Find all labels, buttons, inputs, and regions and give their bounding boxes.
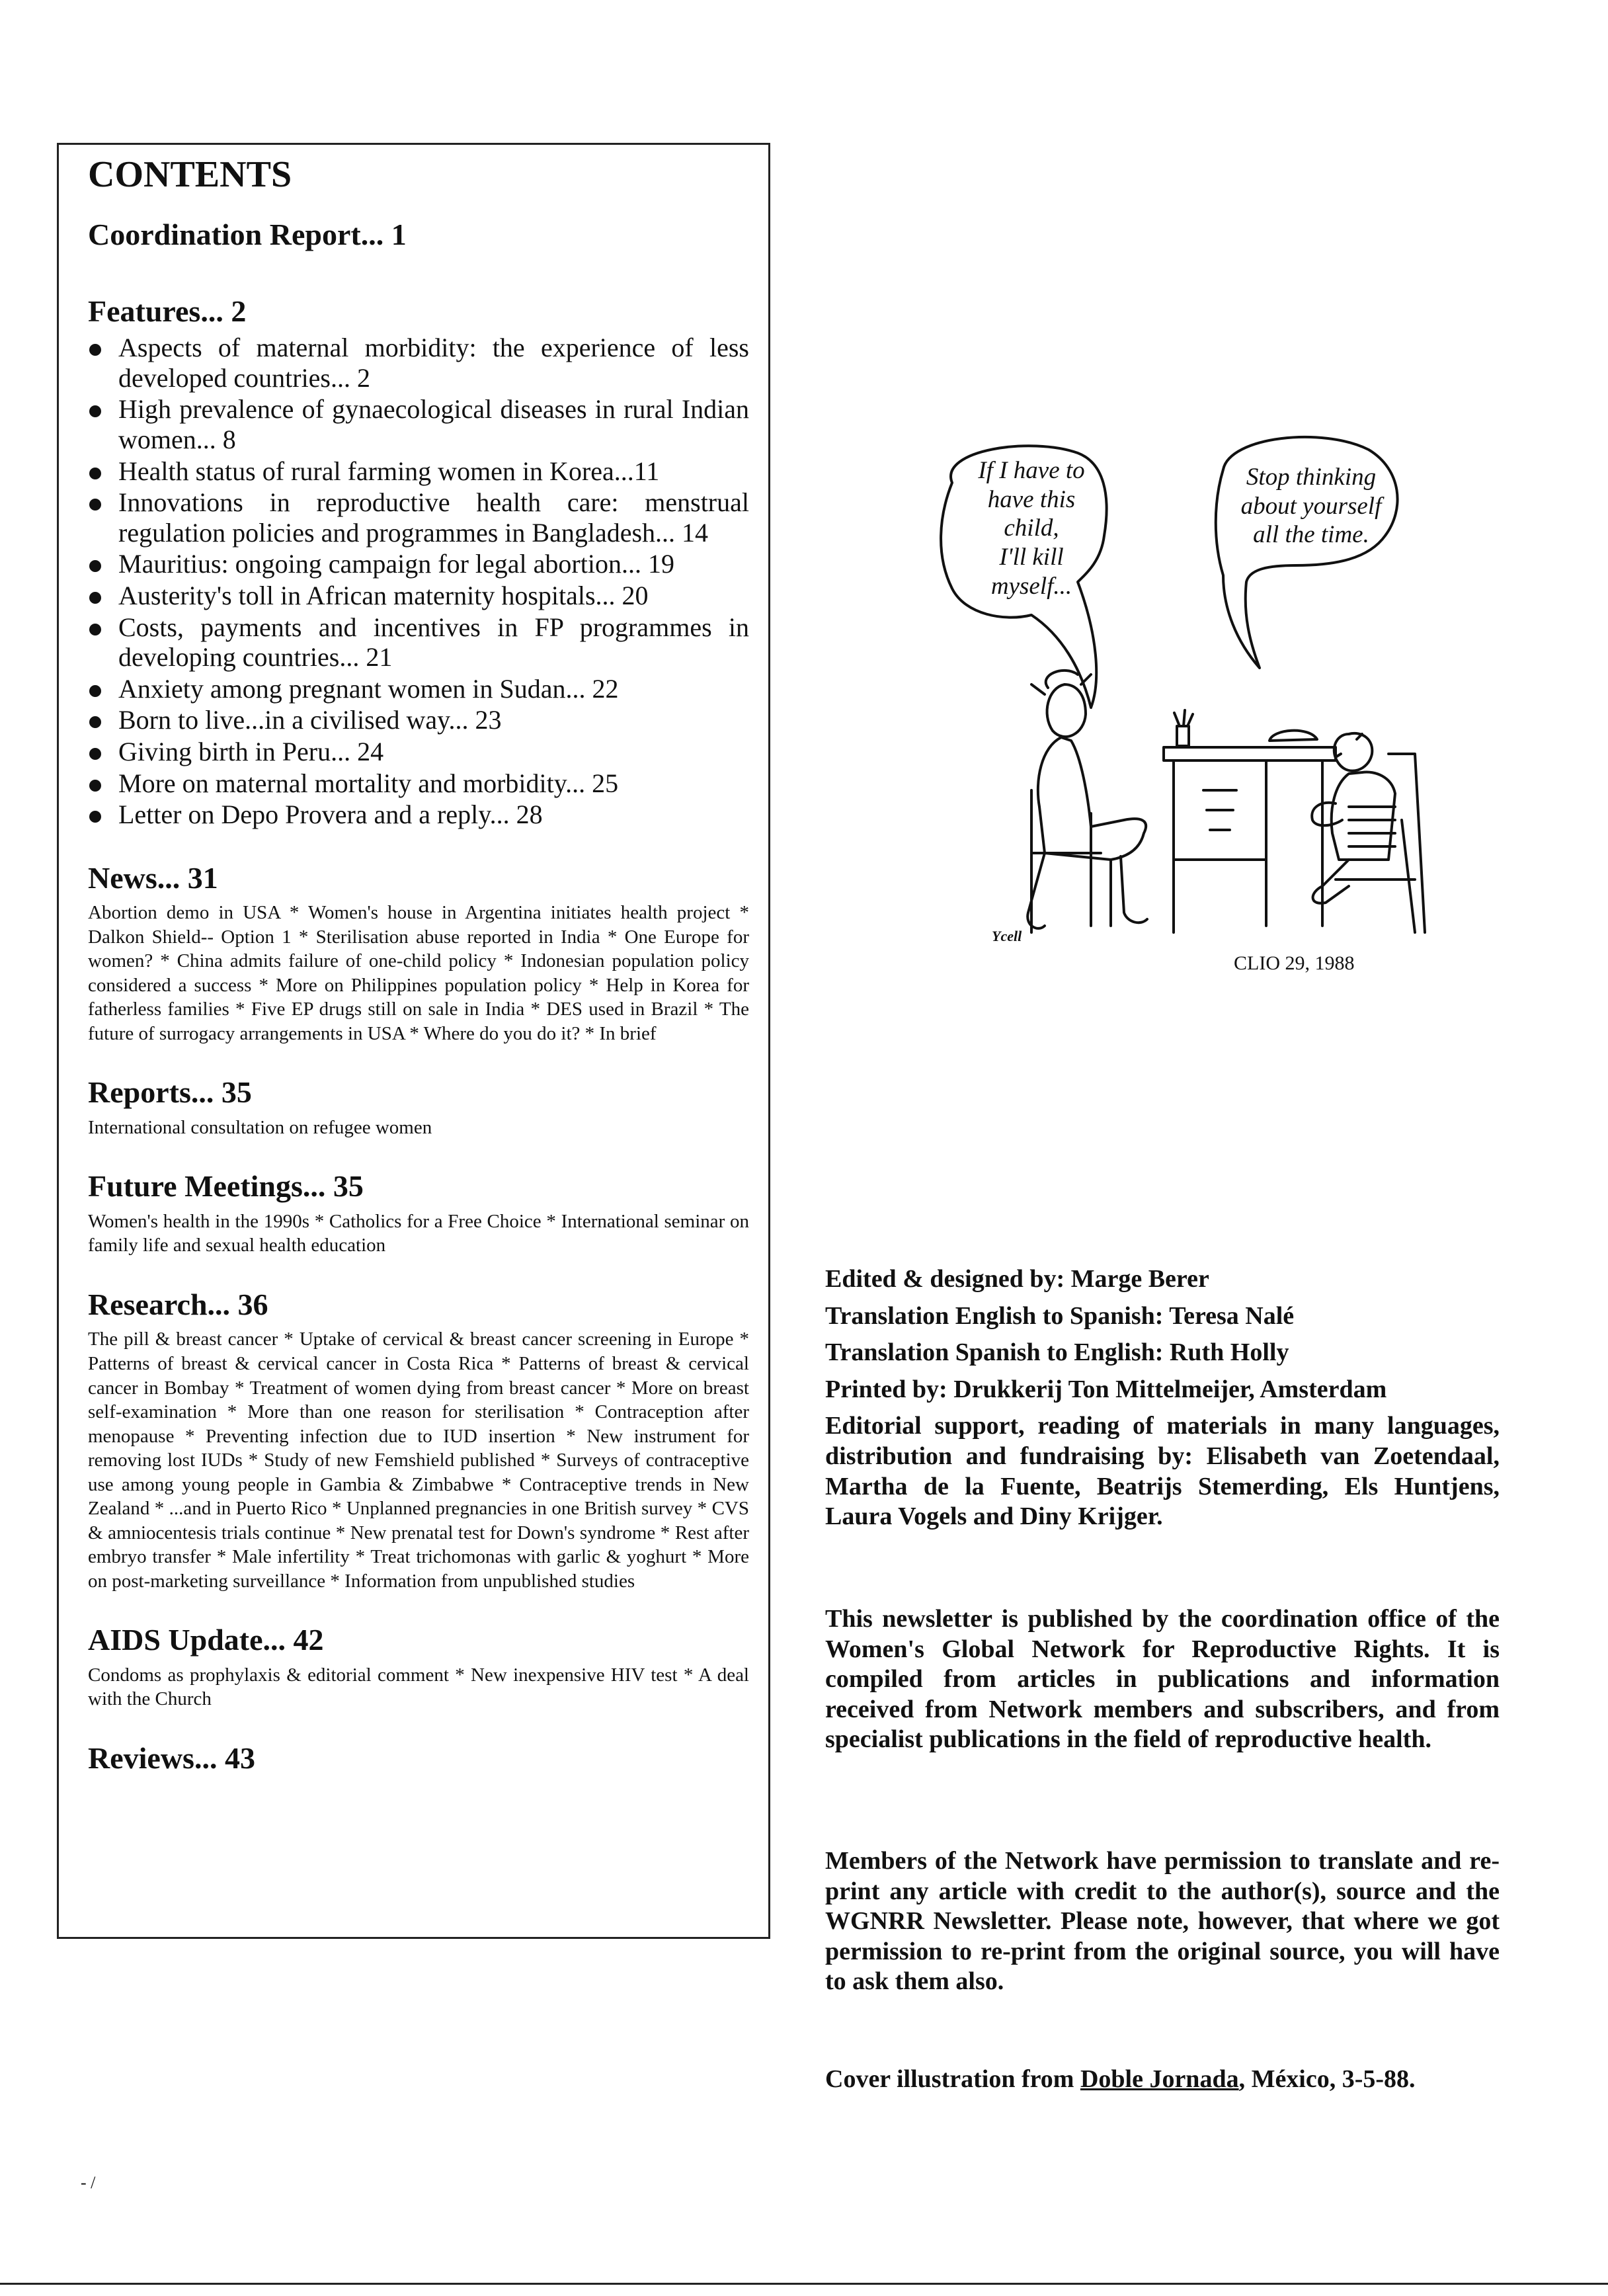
feature-item: Anxiety among pregnant women in Sudan... 22 — [88, 674, 749, 704]
permission-block — [825, 1846, 1500, 1997]
translation-en-es: Translation English to Spanish: Teresa Nalé — [825, 1301, 1295, 1330]
reviews-heading: Reviews... 43 — [88, 1741, 255, 1775]
feature-item: Letter on Depo Provera and a reply... 28 — [88, 800, 749, 830]
bottom-rule — [0, 2283, 1608, 2285]
about-text: This newsletter is published by the coordination office of the Women's Global Network for Reproductive Rights. It is compiled from articles in publications and information received from Network members and subscribers, and from specialist publications in the field of reproductive health. — [825, 1605, 1500, 1754]
translation-es-en: Translation Spanish to English: Ruth Holly — [825, 1338, 1289, 1367]
printed-by: Printed by: Drukkerij Ton Mittelmeijer, Amsterdam — [825, 1375, 1387, 1403]
feature-item: High prevalence of gynaecological diseases in rural Indian women... 8 — [88, 394, 749, 454]
bubble-right-line: Stop thinking — [1246, 464, 1377, 491]
footer-mark: - / — [81, 2173, 96, 2192]
news-heading: News... 31 — [88, 860, 218, 895]
meetings-heading: Future Meetings... 35 — [88, 1169, 364, 1204]
reports-description: International consultation on refugee women — [88, 1116, 432, 1138]
aids-heading: AIDS Update... 42 — [88, 1623, 324, 1657]
features-list — [88, 333, 749, 830]
feature-item: Mauritius: ongoing campaign for legal abortion... 19 — [88, 549, 749, 579]
features-heading: Features... 2 — [88, 294, 247, 328]
bubble-right-line: about yourself — [1240, 492, 1382, 520]
feature-item: Aspects of maternal morbidity: the experience of less developed countries... 2 — [88, 333, 749, 393]
feature-item: Giving birth in Peru... 24 — [88, 737, 749, 767]
news-description: Abortion demo in USA * Women's house in Argentina initiates health project * Dalkon Shield-- Option 1 * Sterilisation abuse reported in India * One Europe for women? * China admits failure of one-child policy * Indonesian population policy considered a success * More on Philippines population policy * Help in Korea for fatherless families * Five EP drugs still on sale in India * DES used in Brazil * The future of surrogacy arrangements in USA * Where do you do it? * In brief — [88, 902, 749, 1044]
about-block — [825, 1604, 1500, 1755]
coordination-heading: Coordination Report... 1 — [88, 218, 407, 252]
editorial-credits — [825, 1264, 1500, 1539]
contents-box — [57, 143, 770, 1939]
cartoon-credit: CLIO 29, 1988 — [1234, 952, 1355, 974]
feature-item: Austerity's toll in African maternity hospitals... 20 — [88, 581, 749, 611]
cover-source: Doble Jornada — [1080, 2065, 1239, 2093]
feature-item: More on maternal mortality and morbidity... 25 — [88, 768, 749, 799]
aids-description: Condoms as prophylaxis & editorial comment * New inexpensive HIV test * A deal with the Church — [88, 1664, 749, 1710]
bubble-right-line: all the time. — [1253, 521, 1369, 549]
bubble-left-text — [965, 456, 1098, 600]
permission-text: Members of the Network have permission to translate and re-print any article with credit to the author(s), source and the WGNRR Newsletter. Please note, however, that where we got permission to re-print from the original source, you will have to ask them also. — [825, 1847, 1500, 1996]
meetings-description: Women's health in the 1990s * Catholics for a Free Choice * International seminar on family life and sexual health education — [88, 1210, 749, 1256]
feature-item: Health status of rural farming women in Korea...11 — [88, 456, 749, 487]
cover-suffix: , México, 3-5-88. — [1238, 2065, 1416, 2093]
bubble-left-line: I'll kill myself... — [990, 543, 1072, 600]
edited-by: Edited & designed by: Marge Berer — [825, 1265, 1209, 1293]
editorial-support: Editorial support, reading of materials in many languages, distribution and fundraising by: Elisabeth van Zoetendaal, Martha de la Fuente, Beatrijs Stemerding, Els Huntjens, Laura Vogels and Diny Krijger. — [825, 1412, 1500, 1531]
cartoon-illustration — [912, 423, 1494, 952]
research-heading: Research... 36 — [88, 1287, 268, 1321]
cover-prefix: Cover illustration from — [825, 2065, 1080, 2093]
feature-item: Born to live...in a civilised way... 23 — [88, 705, 749, 735]
artist-signature: Ycell — [992, 928, 1022, 944]
bubble-right-text — [1228, 463, 1394, 550]
cover-credit — [825, 2065, 1500, 2095]
feature-item: Costs, payments and incentives in FP programmes in developing countries... 21 — [88, 612, 749, 673]
bubble-left-line: have this child, — [987, 485, 1076, 542]
contents-inner — [88, 153, 749, 1777]
bubble-left-line: If I have to — [978, 457, 1085, 484]
research-description: The pill & breast cancer * Uptake of cervical & breast cancer screening in Europe * Patterns of breast & cervical cancer in Costa Rica * Patterns of breast & cervical cancer in Bombay * Treatment of women dying from breast cancer * More on breast self-examination * More than one reason for sterilisation * Contraception after menopause * Preventing infection due to IUD insertion * New instrument for removing lost IUDs * Study of new Femshield published * Surveys of contraceptive use among young people in Gambia & Zimbabwe * Contraceptive trends in New Zealand * ...and in Puerto Rico * Unplanned pregnancies in one British survey * CVS & amniocentesis trials continue * New prenatal test for Down's syndrome * Rest after embryo transfer * Male infertility * Treat trichomonas with garlic & yoghurt * More on post-marketing surveillance * Information from unpublished studies — [88, 1329, 749, 1592]
contents-title: CONTENTS — [88, 154, 292, 195]
feature-item: Innovations in reproductive health care: menstrual regulation policies and programmes in Bangladesh... 14 — [88, 487, 749, 548]
reports-heading: Reports... 35 — [88, 1075, 252, 1110]
